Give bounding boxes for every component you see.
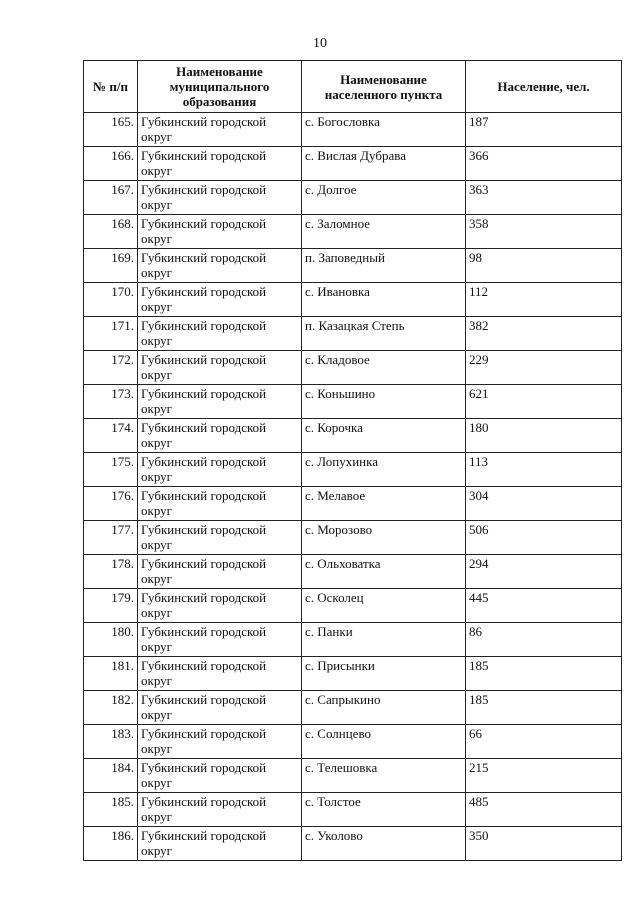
- population-cell: 304: [466, 487, 622, 521]
- header-municipality: Наименование муниципального образования: [138, 61, 302, 113]
- row-number: 183.: [84, 725, 138, 759]
- settlement-cell: с. Лопухинка: [302, 453, 466, 487]
- population-cell: 382: [466, 317, 622, 351]
- population-cell: 445: [466, 589, 622, 623]
- municipality-cell: Губкинский городской округ: [138, 351, 302, 385]
- row-number: 185.: [84, 793, 138, 827]
- municipality-cell: Губкинский городской округ: [138, 283, 302, 317]
- settlement-cell: с. Мелавое: [302, 487, 466, 521]
- population-cell: 363: [466, 181, 622, 215]
- municipality-cell: Губкинский городской округ: [138, 725, 302, 759]
- row-number: 176.: [84, 487, 138, 521]
- table-row: [84, 113, 622, 147]
- municipality-cell: Губкинский городской округ: [138, 113, 302, 147]
- table-row: [84, 249, 622, 283]
- population-cell: 180: [466, 419, 622, 453]
- row-number: 180.: [84, 623, 138, 657]
- population-cell: 358: [466, 215, 622, 249]
- row-number: 179.: [84, 589, 138, 623]
- municipality-cell: Губкинский городской округ: [138, 249, 302, 283]
- table-body: [84, 113, 622, 861]
- table-row: [84, 147, 622, 181]
- row-number: 171.: [84, 317, 138, 351]
- row-number: 178.: [84, 555, 138, 589]
- settlement-cell: с. Осколец: [302, 589, 466, 623]
- table-row: [84, 487, 622, 521]
- population-cell: 187: [466, 113, 622, 147]
- population-cell: 215: [466, 759, 622, 793]
- population-cell: 506: [466, 521, 622, 555]
- table-row: [84, 419, 622, 453]
- population-cell: 350: [466, 827, 622, 861]
- table-header-row: [84, 61, 622, 113]
- population-cell: 98: [466, 249, 622, 283]
- table-row: [84, 691, 622, 725]
- population-cell: 185: [466, 657, 622, 691]
- settlement-cell: с. Морозово: [302, 521, 466, 555]
- table-row: [84, 827, 622, 861]
- settlement-cell: с. Уколово: [302, 827, 466, 861]
- municipality-cell: Губкинский городской округ: [138, 317, 302, 351]
- table-row: [84, 657, 622, 691]
- row-number: 184.: [84, 759, 138, 793]
- population-cell: 185: [466, 691, 622, 725]
- municipality-cell: Губкинский городской округ: [138, 385, 302, 419]
- header-settlement: Наименование населенного пункта: [302, 61, 466, 113]
- row-number: 174.: [84, 419, 138, 453]
- settlement-cell: с. Ивановка: [302, 283, 466, 317]
- table-row: [84, 589, 622, 623]
- settlement-cell: с. Заломное: [302, 215, 466, 249]
- municipality-cell: Губкинский городской округ: [138, 759, 302, 793]
- settlement-cell: с. Телешовка: [302, 759, 466, 793]
- header-num: № п/п: [84, 61, 138, 113]
- municipality-cell: Губкинский городской округ: [138, 521, 302, 555]
- population-cell: 86: [466, 623, 622, 657]
- row-number: 168.: [84, 215, 138, 249]
- municipality-cell: Губкинский городской округ: [138, 691, 302, 725]
- settlement-cell: п. Заповедный: [302, 249, 466, 283]
- municipality-cell: Губкинский городской округ: [138, 487, 302, 521]
- settlement-cell: с. Коньшино: [302, 385, 466, 419]
- row-number: 169.: [84, 249, 138, 283]
- municipality-cell: Губкинский городской округ: [138, 181, 302, 215]
- page-number: 10: [313, 36, 327, 51]
- population-cell: 294: [466, 555, 622, 589]
- table-row: [84, 215, 622, 249]
- population-cell: 621: [466, 385, 622, 419]
- population-cell: 66: [466, 725, 622, 759]
- row-number: 167.: [84, 181, 138, 215]
- settlement-cell: п. Казацкая Степь: [302, 317, 466, 351]
- table-row: [84, 351, 622, 385]
- table-row: [84, 793, 622, 827]
- population-cell: 113: [466, 453, 622, 487]
- row-number: 181.: [84, 657, 138, 691]
- header-population: Население, чел.: [466, 61, 622, 113]
- table-row: [84, 725, 622, 759]
- row-number: 165.: [84, 113, 138, 147]
- settlement-cell: с. Вислая Дубрава: [302, 147, 466, 181]
- settlement-cell: с. Кладовое: [302, 351, 466, 385]
- settlement-cell: с. Солнцево: [302, 725, 466, 759]
- municipality-cell: Губкинский городской округ: [138, 453, 302, 487]
- table-row: [84, 385, 622, 419]
- row-number: 166.: [84, 147, 138, 181]
- row-number: 186.: [84, 827, 138, 861]
- settlement-cell: с. Панки: [302, 623, 466, 657]
- row-number: 172.: [84, 351, 138, 385]
- municipality-cell: Губкинский городской округ: [138, 555, 302, 589]
- settlement-cell: с. Сапрыкино: [302, 691, 466, 725]
- settlement-cell: с. Ольховатка: [302, 555, 466, 589]
- row-number: 177.: [84, 521, 138, 555]
- table-row: [84, 521, 622, 555]
- municipality-cell: Губкинский городской округ: [138, 215, 302, 249]
- municipality-cell: Губкинский городской округ: [138, 657, 302, 691]
- table-row: [84, 283, 622, 317]
- population-cell: 229: [466, 351, 622, 385]
- table-row: [84, 623, 622, 657]
- table-row: [84, 317, 622, 351]
- row-number: 175.: [84, 453, 138, 487]
- settlement-cell: с. Толстое: [302, 793, 466, 827]
- table-row: [84, 759, 622, 793]
- population-cell: 485: [466, 793, 622, 827]
- municipality-cell: Губкинский городской округ: [138, 827, 302, 861]
- municipality-cell: Губкинский городской округ: [138, 147, 302, 181]
- population-cell: 366: [466, 147, 622, 181]
- municipality-cell: Губкинский городской округ: [138, 589, 302, 623]
- municipality-cell: Губкинский городской округ: [138, 793, 302, 827]
- municipality-cell: Губкинский городской округ: [138, 419, 302, 453]
- row-number: 170.: [84, 283, 138, 317]
- row-number: 182.: [84, 691, 138, 725]
- population-cell: 112: [466, 283, 622, 317]
- table-row: [84, 555, 622, 589]
- settlement-cell: с. Долгое: [302, 181, 466, 215]
- municipality-cell: Губкинский городской округ: [138, 623, 302, 657]
- row-number: 173.: [84, 385, 138, 419]
- table-row: [84, 181, 622, 215]
- settlement-cell: с. Корочка: [302, 419, 466, 453]
- settlement-cell: с. Присынки: [302, 657, 466, 691]
- settlements-table: [83, 60, 622, 861]
- settlement-cell: с. Богословка: [302, 113, 466, 147]
- table-row: [84, 453, 622, 487]
